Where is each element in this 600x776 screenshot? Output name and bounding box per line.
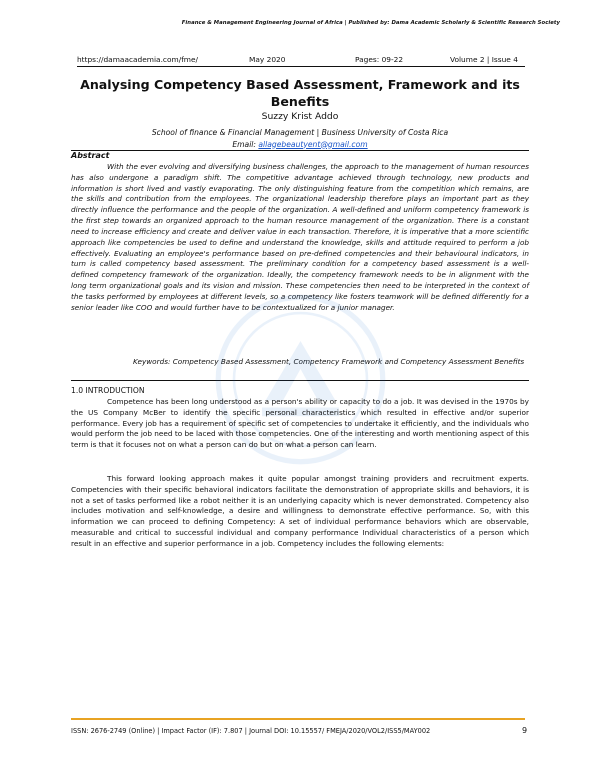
- email-link[interactable]: allagebeautyent@gmail.com: [258, 139, 368, 149]
- introduction-heading: 1.0 INTRODUCTION: [71, 386, 145, 395]
- footer-issn: ISSN: 2676-2749 (Online) | Impact Factor (IF): 7.807 | Journal DOI: 10.15557/ FMEJA/2020/VOL2/ISS5/MAY002: [71, 727, 431, 735]
- keywords-text: Competency Based Assessment, Competency Framework and Competency Assessment Benefits: [172, 357, 525, 366]
- email-line: [60, 139, 540, 151]
- page-range: Pages: 09-22: [355, 55, 404, 64]
- paper-title: Analysing Competency Based Assessment, Framework and its Benefits: [80, 77, 520, 109]
- journal-url[interactable]: https://damaacademia.com/fme/: [77, 55, 199, 64]
- keywords-line: [71, 357, 529, 368]
- journal-header: Finance & Management Engineering Journal of Africa | Published by: Dama Academic Scholarly & Scientific Research Society: [181, 20, 560, 26]
- page-number: 9: [522, 726, 528, 735]
- abstract-divider: [71, 150, 529, 151]
- abstract-text: [71, 162, 529, 313]
- issue-meta-row: [77, 55, 525, 66]
- keywords-divider: [71, 380, 529, 381]
- introduction-paragraph-2: This forward looking approach makes it quite popular amongst training providers and recruitment experts. Competencies with their specific behavioral indicators facilitate the demonstration of appropriate skills and behaviors, it is not a set of tasks performed like a robot neither it is an underlying capacity which is never demonstrated. Competency also includes motivation and self-knowledge, a desire and willingness to demonstrate effective performance. So, with this information we can proceed to defining Competency: A set of individual performance behaviors which are observable, measurable and critical to successful individual and company performance Individual characteristics of a person which result in an effective and superior performance in a job. Competency includes the following elements:: [71, 474, 529, 548]
- author-affiliation: [60, 127, 540, 150]
- abstract-body: With the ever evolving and diversifying business challenges, the approach to the management of human resources has also undergone a paradigm shift. The competitive advantage achieved through technology, new products and information is short lived and vastly evaporating. The only distinguishing feature from the competition which remains, are the skills and contribution from the employees. The organizational leadership therefore plays an important part as they directly influence the performance and the people of the organization. A well-defined and uniform competency framework is the first step towards an organized approach to the human resource management of the organization. There is a constant need to increase efficiency and create and deliver value in each transaction. Therefore, it is imperative that a more scientific approach like competencies be used to define and understand the knowledge, skills and attitude required to perform a job effectively. Evaluating an employee's performance based on pre-defined competencies and their behavioural indicators, in turn is called competency based assessment. The preliminary condition for a competency based assessment is a well-defined competency framework of the organization. Ideally, the competency framework needs to be in alignment with the long term organizational goals and its vision and mission. These competencies then need to be interpreted in the context of the tasks performed by employees at different levels, so a competency like fosters teamwork will be defined differently for a senior leader like COO and would further have to be contextualized for a junior manager.: [71, 162, 529, 312]
- introduction-paragraph-1: Competence has been long understood as a person's ability or capacity to do a job. It was devised in the 1970s by the US Company McBer to identify the specific personal characteristics which resulted in effective and/or superior performance. Every job has a requirement of specific set of competencies to undertake it efficiently, and the individuals who would perform the job need to be laced with those competencies. One of the interesting and worth mentioning aspect of this term is that it focuses not on what a person can do but on what a person can learn.: [71, 397, 529, 450]
- volume-issue: Volume 2 | Issue 4: [450, 55, 518, 64]
- issue-date: May 2020: [249, 55, 286, 64]
- affiliation-text: School of finance & Financial Management | Business University of Costa Rica: [151, 128, 449, 137]
- author-name: Suzzy Krist Addo: [261, 111, 339, 122]
- abstract-heading: Abstract: [71, 151, 110, 160]
- footer-divider: [71, 718, 525, 720]
- email-label: Email:: [232, 139, 256, 149]
- keywords-label: Keywords:: [133, 357, 171, 366]
- header-divider: [77, 66, 525, 67]
